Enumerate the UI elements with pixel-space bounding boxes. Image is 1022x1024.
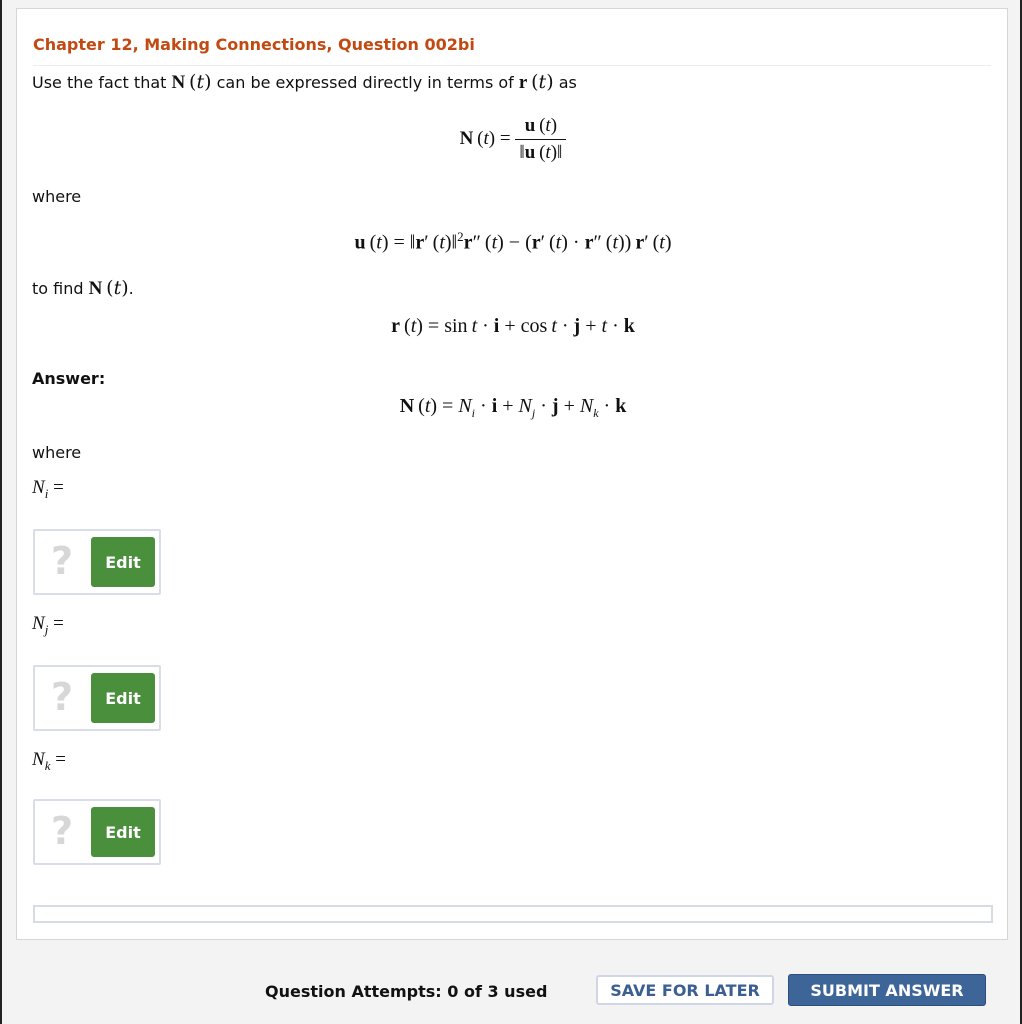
formula-position-vector: r (t) = sin t · i + cos t · j + t · k [391, 315, 635, 337]
edit-button-i[interactable]: Edit [91, 537, 155, 587]
where-label-1: where [32, 187, 82, 206]
answer-field-k[interactable] [33, 799, 161, 865]
question-mark-icon: ? [51, 675, 74, 719]
find-text: to find N (t). [32, 277, 134, 299]
intro-text: Use the fact that N (t) can be expressed directly in terms of r (t) as [32, 71, 577, 93]
where-label-2: where [32, 443, 82, 462]
answer-field-j[interactable] [33, 665, 161, 731]
question-mark-icon: ? [51, 539, 74, 583]
component-label-i: $N_i$ = [32, 477, 64, 501]
edit-button-j[interactable]: Edit [91, 673, 155, 723]
question-mark-icon: ? [51, 809, 74, 853]
formula-answer-form: N $(t) = N_i \cdot i + N_j \cdot j + N_k \cdot k$ [399, 395, 627, 420]
question-title: Chapter 12, Making Connections, Question 002bi [33, 35, 475, 54]
save-for-later-button[interactable]: SAVE FOR LATER [596, 975, 774, 1005]
formula-u-definition: u (t) = ‖r′ (t)‖$^2$r″ (t) − (r′ (t) · r″ (t)) r′ (t) [354, 229, 672, 254]
window-border-left [0, 0, 2, 1024]
submit-answer-button[interactable]: SUBMIT ANSWER [788, 974, 986, 1006]
formula-normal-definition: N (t) = $\frac{u (t)}{‖u (t)‖}$ [17, 113, 1009, 166]
question-panel [16, 8, 1008, 940]
answer-label: Answer: [32, 369, 106, 388]
component-label-k: $N_k$ = [32, 749, 66, 773]
question-attempts-text: Question Attempts: 0 of 3 used [265, 982, 548, 1001]
edit-button-k[interactable]: Edit [91, 807, 155, 857]
answer-field-i[interactable] [33, 529, 161, 595]
title-divider [33, 65, 991, 66]
work-area-box [33, 905, 993, 923]
component-label-j: $N_j$ = [32, 613, 64, 637]
